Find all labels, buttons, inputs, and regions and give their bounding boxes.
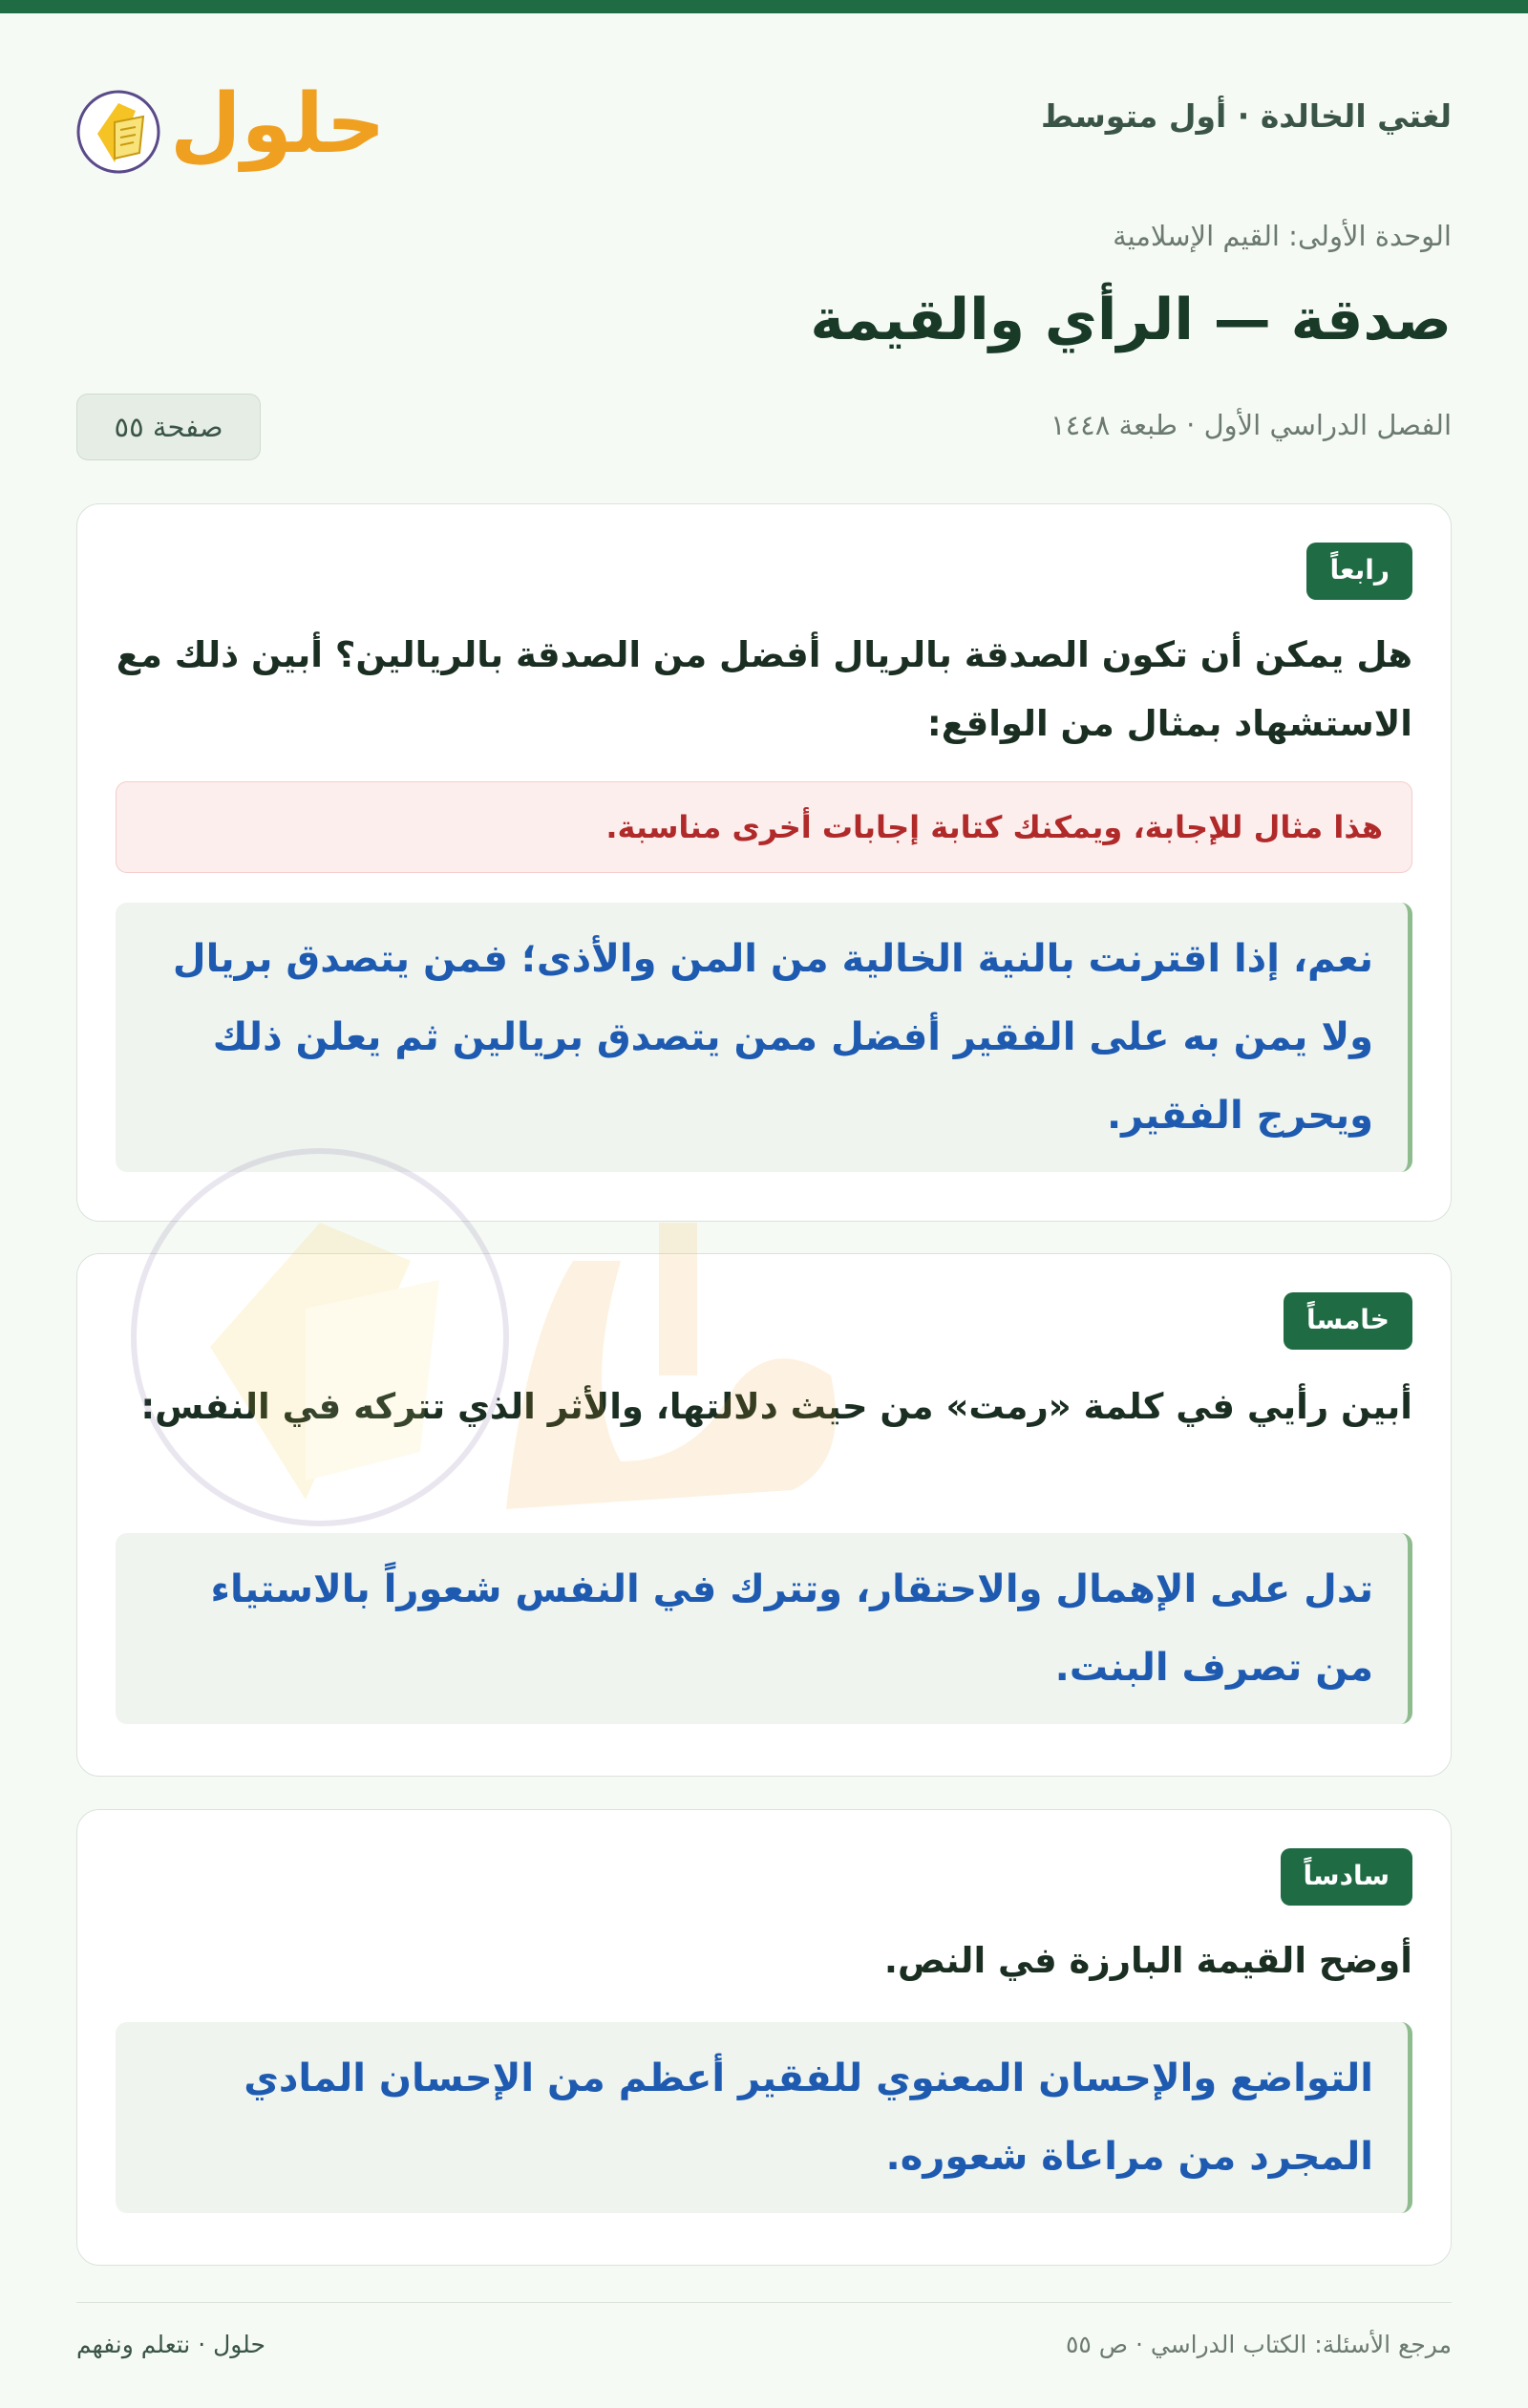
- footer-divider: [76, 2302, 1452, 2303]
- header: [76, 59, 1452, 183]
- unit-label: الوحدة الأولى: القيم الإسلامية: [1113, 220, 1452, 252]
- term-info: الفصل الدراسي الأول · طبعة ١٤٤٨: [1050, 409, 1452, 441]
- question-card-4: [76, 503, 1452, 1222]
- question-text: هل يمكن أن تكون الصدقة بالريال أفضل من الصدقة بالريالين؟ أبين ذلك مع الاستشهاد بمثال من الواقع:: [116, 634, 1412, 744]
- hulul-logo[interactable]: [76, 67, 386, 181]
- answer-note: هذا مثال للإجابة، ويمكنك كتابة إجابات أخرى مناسبة.: [116, 781, 1412, 873]
- answer-text: نعم، إذا اقترنت بالنية الخالية من المن والأذى؛ فمن يتصدق بريال ولا يمن به على الفقير أفضل ممن يتصدق بريالين ثم يعلن ذلك ويحرج الفقير.: [116, 903, 1412, 1172]
- book-title: لغتي الخالدة · أول متوسط: [1040, 97, 1452, 135]
- question-badge: رابعاً: [1306, 543, 1412, 600]
- top-accent-bar: [0, 0, 1528, 13]
- question-card-5: [76, 1253, 1452, 1777]
- logo-text: حلول: [170, 76, 386, 172]
- question-card-6: [76, 1809, 1452, 2266]
- question-text: أوضح القيمة البارزة في النص.: [883, 1940, 1412, 1981]
- question-text: أبين رأيي في كلمة «رمت» من حيث دلالتها، والأثر الذي تتركه في النفس:: [140, 1386, 1412, 1427]
- answer-text: التواضع والإحسان المعنوي للفقير أعظم من الإحسان المادي المجرد من مراعاة شعوره.: [116, 2022, 1412, 2213]
- question-badge: خامساً: [1284, 1292, 1412, 1350]
- footer-brand[interactable]: حلول · نتعلم ونفهم: [76, 2331, 265, 2358]
- lesson-title: صدقة — الرأي والقيمة: [810, 287, 1452, 353]
- question-badge: سادساً: [1281, 1848, 1412, 1906]
- meta-row: [76, 392, 1452, 460]
- answer-text: تدل على الإهمال والاحتقار، وتترك في النفس شعوراً بالاستياء من تصرف البنت.: [116, 1533, 1412, 1724]
- page-number-badge: صفحة ٥٥: [76, 394, 261, 460]
- footer-reference: مرجع الأسئلة: الكتاب الدراسي · ص ٥٥: [1065, 2331, 1452, 2358]
